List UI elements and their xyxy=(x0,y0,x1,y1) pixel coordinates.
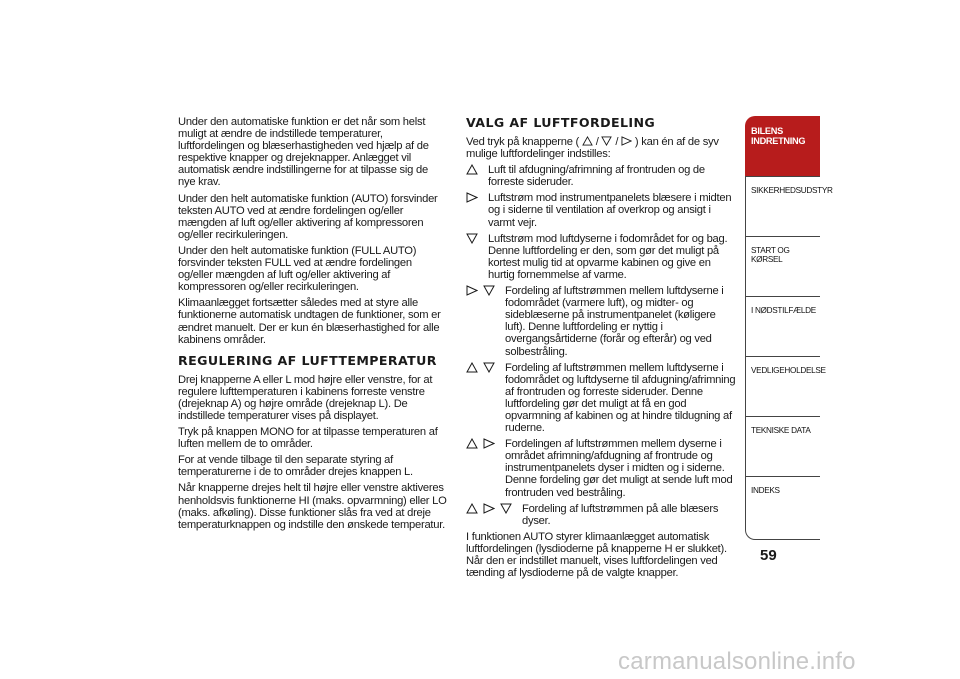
sidebar-tab[interactable] xyxy=(745,236,820,296)
mode-icons xyxy=(466,285,495,296)
distribution-item xyxy=(466,233,738,281)
paragraph: Klimaanlægget fortsætter således med at styre alle funktionerne automatisk undtagen de funktioner, som er ændret manuelt. Der er kun én blæserhastighed for alle kabinens områder. xyxy=(178,297,441,346)
down-triangle-icon xyxy=(483,285,495,296)
chapter-sidebar xyxy=(745,116,833,540)
item-text: Luftstrøm mod instrumentpanelets blæsere i midten og i siderne til ventilation af overkrop og ansigt i varmt vejr. xyxy=(488,192,732,229)
up-triangle-icon xyxy=(466,164,478,175)
item-text: Fordeling af luftstrømmen mellem luftdyserne i fodområdet og luftdyserne til afdugning/afrimning af frontruden og forreste sideruder. Denne luftfordeling gør det muligt at få en god opvarmning af kabinen og at hindre tildugning af ruderne. xyxy=(505,361,736,435)
up-triangle-icon xyxy=(466,503,478,514)
down-triangle-icon xyxy=(483,362,495,373)
item-text: Fordelingen af luftstrømmen mellem dyserne i området afrimning/afdugning af frontrude og instrumentpanelets dyser i midten og i siderne. Denne fordeling gør det muligt at sende luft mod frontruden ved bestråling. xyxy=(505,438,733,499)
tab-label: BILENS INDRETNING xyxy=(751,126,806,146)
down-triangle-icon xyxy=(601,136,612,146)
paragraph: Under den helt automatiske funktion (FULL AUTO) forsvinder teksten FULL ved at ændre fordelingen og/eller mængden af luft og/eller aktivering af kompressoren og/eller recirkuleringen. xyxy=(178,244,417,294)
tab-label: SIKKERHEDSUDSTYR xyxy=(751,186,833,195)
right-column xyxy=(466,116,738,583)
mode-icons xyxy=(466,438,495,449)
item-text: Luft til afdugning/afrimning af frontruden og de forreste sideruder. xyxy=(488,164,705,189)
tab-label: START OG KØRSEL xyxy=(751,246,790,264)
item-text: Fordeling af luftstrømmen på alle blæsers dyser. xyxy=(522,502,719,527)
mode-icons xyxy=(466,233,478,244)
distribution-item xyxy=(466,285,738,358)
sidebar-tab[interactable] xyxy=(745,296,820,356)
right-triangle-icon xyxy=(466,192,478,203)
sidebar-tab[interactable] xyxy=(745,356,826,416)
intro-text: ) kan én af de syv mulige luftfordelinger indstilles: xyxy=(466,136,719,161)
mode-icons xyxy=(466,503,512,514)
intro-paragraph xyxy=(466,136,738,160)
paragraph: Når knapperne drejes helt til højre eller venstre aktiveres henholdsvis funktionerne HI (maks. opvarmning) eller LO (maks. afkøling). Disse funktioner slås fra ved at dreje temperaturknappen og indstille den ønskede temperatur. xyxy=(178,482,447,531)
paragraph: Drej knapperne A eller L mod højre eller venstre, for at regulere lufttemperaturen i kabinens forreste venstre (drejeknap A) og højre område (drejeknap L). De indstillede temperaturer vises på displayet. xyxy=(178,373,433,422)
tab-label: INDEKS xyxy=(751,486,780,495)
separator: / xyxy=(595,136,599,148)
section-heading-air-distribution: VALG AF LUFTFORDELING xyxy=(466,115,656,130)
watermark: carmanualsonline.info xyxy=(618,648,856,675)
right-triangle-icon xyxy=(483,438,495,449)
mode-icons xyxy=(466,192,478,203)
section-heading-temperature: REGULERING AF LUFTTEMPERATUR xyxy=(178,352,437,368)
mode-icons xyxy=(466,362,495,373)
mode-icons xyxy=(466,164,478,175)
tab-label: VEDLIGEHOLDELSE xyxy=(751,366,826,375)
separator: / xyxy=(615,136,619,148)
paragraph: Tryk på knappen MONO for at tilpasse temperaturen af luften mellem de to områder. xyxy=(178,426,438,451)
paragraph: Under den automatiske funktion er det når som helst muligt at ændre de indstillede temperaturer, luftfordelingen og blæserhastigheden ved hjælp af de respektive knapper og drejeknapper. Anlægget vil automatisk ændre indstillingerne for at tilpasse sig de nye krav. xyxy=(178,116,429,189)
item-text: Luftstrøm mod luftdyserne i fodområdet for og bag. Denne luftfordeling er den, som gør det muligt på kortest mulig tid at opvarme kabinen og give en hurtig fornemmelse af varme. xyxy=(488,232,728,281)
paragraph: Under den helt automatiske funktion (AUTO) forsvinder teksten AUTO ved at ændre fordelingen og/eller mængden af luft og/eller aktivering af kompressoren og/eller recirkuleringen. xyxy=(178,192,438,241)
distribution-item xyxy=(466,362,738,435)
up-triangle-icon xyxy=(582,136,593,146)
paragraph: For at vende tilbage til den separate styring af temperaturerne i de to områder drejes knappen L. xyxy=(178,454,413,479)
right-triangle-icon xyxy=(483,503,495,514)
distribution-list xyxy=(466,164,738,527)
outro-paragraph: I funktionen AUTO styrer klimaanlægget automatisk luftfordelingen (lysdioderne på knapperne H er slukket). Når den er indstillet manuelt, vises luftfordelingen ved tænding af lysdioderne på de valgte knapper. xyxy=(466,530,727,580)
sidebar-tab[interactable] xyxy=(745,476,820,540)
down-triangle-icon xyxy=(500,503,512,514)
distribution-item xyxy=(466,438,738,498)
sidebar-tab[interactable] xyxy=(745,416,820,476)
right-triangle-icon xyxy=(621,136,632,146)
tab-label: I NØDSTILFÆLDE xyxy=(751,306,816,315)
distribution-item xyxy=(466,192,738,228)
distribution-item xyxy=(466,164,738,188)
up-triangle-icon xyxy=(466,362,478,373)
distribution-item xyxy=(466,503,738,527)
item-text: Fordeling af luftstrømmen mellem luftdyserne i fodområdet (varmere luft), og midter- og sideblæserne på instrumentpanelet (køligere luft). Denne luftfordeling er nyttig i overgangsårtiderne (forår og efterår) og ved solbestråling. xyxy=(505,285,724,358)
left-column xyxy=(178,116,448,535)
right-triangle-icon xyxy=(466,285,478,296)
up-triangle-icon xyxy=(466,438,478,449)
sidebar-tab[interactable] xyxy=(745,176,833,236)
down-triangle-icon xyxy=(466,233,478,244)
page-number: 59 xyxy=(760,547,777,564)
intro-text: Ved tryk på knapperne ( xyxy=(466,136,580,148)
sidebar-tab[interactable] xyxy=(745,116,820,176)
tab-label: TEKNISKE DATA xyxy=(751,426,811,435)
